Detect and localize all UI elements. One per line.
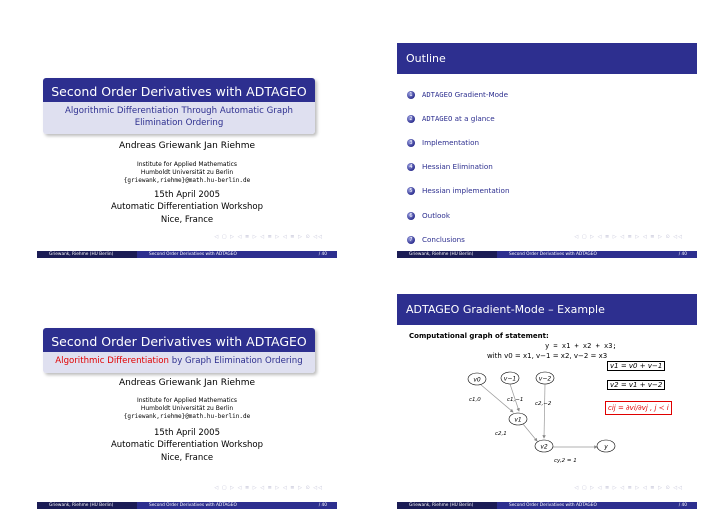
outline-item-label: Hessian implementation [422,186,510,195]
node-v-2 [536,372,554,384]
footer: Griewank, Riehme (HU Berlin) Second Order Derivatives with ADTAGEO / 40 [37,251,337,258]
outline-item[interactable] [407,186,510,195]
outline-item-label: Outlook [422,211,450,220]
label-c2m2: c2,−2 [535,401,552,407]
svg-text:v2: v2 [540,443,548,451]
with-line: with v0 = x1, v−1 = x2, v−2 = x3 [487,352,608,360]
nav-symbols[interactable]: ◁ ▢ ▷ ◁ ≣ ▷ ◁ ≣ ▷ ◁ ≣ ▷ ⊙ ◁◁ [214,234,323,240]
bullet-ball-icon: 1 [407,91,415,99]
equation-v2: v2 = v1 + v−2 [607,380,665,390]
event-info: 15th April 2005 Automatic Differentiation Workshop Nice, France [110,190,264,225]
outline-item[interactable] [407,138,479,147]
footer: Griewank, Riehme (HU Berlin) Second Order Derivatives with ADTAGEO / 40 [397,251,697,258]
node-v2 [535,440,553,452]
title-box [43,328,315,373]
outline-item[interactable] [407,162,493,171]
statement-code: y = x1 + x2 + x3; [545,342,617,350]
bullet-ball-icon: 5 [407,187,415,195]
bullet-ball-icon: 2 [407,115,415,123]
svg-text:v1: v1 [514,416,522,424]
footer: Griewank, Riehme (HU Berlin) Second Order Derivatives with ADTAGEO / 40 [397,502,697,509]
outline-item-label: at a glance [452,114,495,123]
institute: Institute for Applied Mathematics Humboldt Universität zu Berlin {griewank,riehme}@math.hu-berlin.de [123,161,251,184]
outline-item[interactable] [407,114,495,123]
edge-c21 [523,424,537,441]
outline-item-label: Implementation [422,138,480,147]
svg-text:v−1: v−1 [503,375,517,383]
node-y [597,440,615,452]
bullet-ball-icon: 3 [407,139,415,147]
outline-item[interactable] [407,211,450,220]
node-v1 [509,413,527,425]
outline-item[interactable] [407,90,508,99]
edge-c2m2 [544,384,545,438]
node-v-1 [501,372,519,384]
equation-cij: cij = ∂vi/∂vj , j ≺ i [605,401,672,415]
nav-symbols[interactable]: ◁ ▢ ▷ ◁ ≣ ▷ ◁ ≣ ▷ ◁ ≣ ▷ ⊙ ◁◁ [574,485,683,491]
authors: Andreas Griewank Jan Riehme [118,141,256,151]
example-heading: Computational graph of statement: [409,332,549,340]
svg-text:v−2: v−2 [538,375,552,383]
authors: Andreas Griewank Jan Riehme [118,378,256,388]
outline-item-code: ADTAGEO [422,114,453,123]
slide-title: Second Order Derivatives with ADTAGEO [43,328,315,352]
slide-header: ADTAGEO Gradient-Mode – Example [397,294,697,325]
svg-text:v0: v0 [473,376,481,384]
event-info: 15th April 2005 Automatic Differentiation Workshop Nice, France [110,428,264,463]
nav-symbols[interactable]: ◁ ▢ ▷ ◁ ≣ ▷ ◁ ≣ ▷ ◁ ≣ ▷ ⊙ ◁◁ [214,485,323,491]
slide-header: Outline [397,43,697,74]
footer: Griewank, Riehme (HU Berlin) Second Order Derivatives with ADTAGEO / 40 [37,502,337,509]
nav-symbols[interactable]: ◁ ▢ ▷ ◁ ≣ ▷ ◁ ≣ ▷ ◁ ≣ ▷ ⊙ ◁◁ [574,234,683,240]
bullet-ball-icon: 4 [407,163,415,171]
slide-subtitle: Algorithmic Differentiation by Graph Elimination Ordering [43,352,315,373]
outline-item-label: Conclusions [422,235,465,244]
outline-item-code: ADTAGEO [422,90,453,99]
slide-example [397,294,697,509]
outline-item-label: Gradient-Mode [452,90,509,99]
label-c21: c2,1 [495,431,507,437]
node-v0 [468,373,486,385]
computational-graph [457,369,677,484]
label-c10: c1,0 [469,397,481,403]
label-cy2: cy,2 = 1 [554,458,577,464]
slide-title: Second Order Derivatives with ADTAGEO [43,78,315,102]
bullet-ball-icon: 7 [407,236,415,244]
outline-item[interactable] [407,235,465,244]
svg-text:y: y [604,443,608,451]
equation-v1: v1 = v0 + v−1 [607,361,665,371]
slide-title-1 [37,43,337,258]
label-c1m1: c1,−1 [507,397,524,403]
title-box [43,78,315,134]
slide-subtitle: Algorithmic Differentiation Through Automatic Graph Elimination Ordering [43,102,315,134]
outline-item-label: Hessian Elimination [422,162,493,171]
institute: Institute for Applied Mathematics Humboldt Universität zu Berlin {griewank,riehme}@math.hu-berlin.de [123,397,251,420]
slide-outline [397,43,697,258]
slide-title-2 [37,294,337,509]
bullet-ball-icon: 6 [407,212,415,220]
